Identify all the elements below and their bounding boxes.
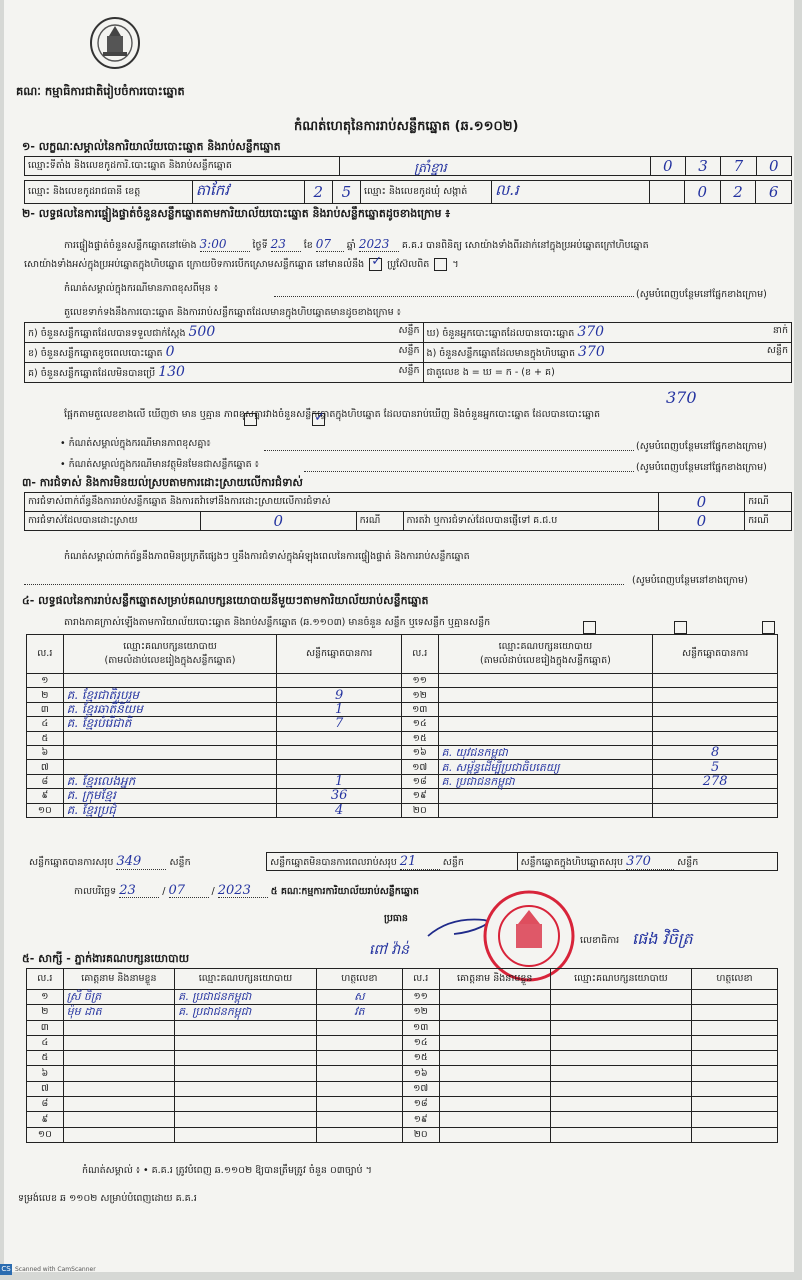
bullet1-suffix: (សូមបំពេញបន្ថែមនៅផ្នែកខាងក្រោម) bbox=[636, 441, 767, 452]
witness-signature bbox=[316, 1081, 402, 1096]
witness-party bbox=[175, 1035, 317, 1050]
witness-party bbox=[175, 1081, 317, 1096]
objection-row2-unit: ករណី bbox=[356, 512, 403, 531]
witness-signature-right bbox=[691, 1127, 777, 1142]
witness-no: ១០ bbox=[27, 1127, 64, 1142]
witness-col-party-right: ឈ្មោះគណបក្សនយោបាយ bbox=[550, 969, 691, 990]
witness-table bbox=[26, 968, 778, 1143]
result-party-right bbox=[438, 789, 653, 803]
result-no: ៦ bbox=[27, 745, 64, 759]
witness-signature: ស bbox=[316, 990, 402, 1005]
result-party-right bbox=[438, 731, 653, 745]
objection-note: កំណត់សម្គាល់ពាក់ព័ន្ធនឹងភាពមិនប្រក្រតីផ្សេងៗ ឬនឹងការជំទាស់ក្នុងអំឡុងពេលនៃការផ្ទៀងផ្ទាត់ និងការរាប់សន្លឹកឆ្នោត bbox=[64, 551, 470, 562]
witness-signature-right bbox=[691, 990, 777, 1005]
witness-signature bbox=[316, 1020, 402, 1035]
result-votes: 36 bbox=[277, 789, 402, 803]
result-party: គ. ខ្មែរឆាតិនិយម bbox=[63, 702, 277, 716]
result-votes: 7 bbox=[277, 717, 402, 731]
result-votes-right bbox=[653, 789, 778, 803]
result-party-right bbox=[438, 702, 653, 716]
witness-name-right bbox=[439, 1081, 550, 1096]
secretary-label: លេខាធិការ bbox=[580, 935, 620, 946]
discrepancy-check-line: ផ្អែកតាមតួលេខខាងលើ ឃើញថា មាន ឬគ្មាន ភាពខុសគ្នារវាងចំនួនសន្លឹកឆ្នោតក្នុងហិបឆ្នោត ដែលបានរាប់ឃើញ និងចំនួនអ្នកបោះឆ្នោត ដែលបានបោះឆ្នោត bbox=[64, 409, 601, 420]
result-votes-right bbox=[653, 717, 778, 731]
witness-col-party: ឈ្មោះគណបក្សនយោបាយ bbox=[175, 969, 317, 990]
result-votes bbox=[277, 745, 402, 759]
witness-row bbox=[27, 990, 778, 1005]
result-no-right: ១៩ bbox=[401, 789, 438, 803]
results-col-no: ល.រ bbox=[27, 635, 64, 674]
office-code-3: 7 bbox=[721, 157, 756, 176]
results-row bbox=[27, 760, 778, 774]
province-name: តាកែវ bbox=[192, 181, 304, 204]
witness-signature-right bbox=[691, 1035, 777, 1050]
form-footer: ទម្រង់លេខ ឆ ១១០២ សម្រាប់បំពេញដោយ គ.គ.រ bbox=[18, 1193, 197, 1204]
witness-party bbox=[175, 1066, 317, 1081]
witness-party bbox=[175, 1020, 317, 1035]
witness-name bbox=[63, 1097, 174, 1112]
section5-title: ៥- សាក្សី - ភ្នាក់ងារគណបក្សនយោបាយ bbox=[22, 952, 190, 965]
form-title: កំណត់ហេតុនៃការរាប់សន្លឹកឆ្នោត (ឆ.១១០២) bbox=[294, 119, 519, 134]
ballot-count-table: ក) ចំនួនសន្លឹកឆ្នោតដែលបានទទួលជាក់ស្តែង 500 សន្លឹក ឃ) ចំនួនអ្នកបោះឆ្នោតដែលបានបោះឆ្នោត 370 នាក់ ខ) ចំនួនសន្លឹកឆ្នោតខូចពេលបោះឆ្នោត 0 សន្លឹក ង) ចំនួនសន្លឹកឆ្នោតដែលមានក្នុងហិបឆ្នោត 370 សន្លឹក គ) ចំនួនសន្លឹកឆ្នោតដែលមិនបានប្រើ 130 សន្លឹក ជាតួលេខ ង = ឃ = ក - (ខ + គ) bbox=[24, 322, 792, 383]
witness-party bbox=[175, 1127, 317, 1142]
result-no-right: ១៤ bbox=[401, 717, 438, 731]
row-f-value: 370 bbox=[666, 388, 697, 407]
row-a-label: ក) ចំនួនសន្លឹកឆ្នោតដែលបានទទួលជាក់ស្តែង bbox=[28, 328, 186, 339]
result-party-right: គ. យុវជនកម្ពុជា bbox=[438, 745, 653, 759]
result-no-right: ១៥ bbox=[401, 731, 438, 745]
annex-none-sheets-checkbox[interactable] bbox=[674, 621, 687, 634]
witness-party-right bbox=[550, 1066, 691, 1081]
result-no-right: ១២ bbox=[401, 688, 438, 702]
objection-row1-label: ការជំទាស់ពាក់ព័ន្ធនឹងការរាប់សន្លឹកឆ្នោត និងការតវ៉ាទៅនឹងការដោះស្រាយលើការជំទាស់ bbox=[25, 493, 659, 512]
witness-name bbox=[63, 1127, 174, 1142]
results-col-party-right: ឈ្មោះគណបក្សនយោបាយ (តាមលំដាប់លេខរៀងក្នុងសន្លឹកឆ្នោត) bbox=[438, 635, 653, 674]
note1-line bbox=[274, 296, 634, 297]
result-party: គ. ខ្មែរលេងអ្នក bbox=[63, 774, 277, 788]
witness-row bbox=[27, 1035, 778, 1050]
witness-signature-right bbox=[691, 1020, 777, 1035]
result-votes-right bbox=[653, 702, 778, 716]
result-votes-right: 278 bbox=[653, 774, 778, 788]
row-e-label: ង) ចំនួនសន្លឹកឆ្នោតដែលមានក្នុងហិបឆ្នោត bbox=[426, 348, 575, 359]
section2-title: ២- លទ្ធផលនៃការផ្ទៀងផ្ទាត់ចំនួនសន្លឹកឆ្នោតតាមការិយាល័យបោះឆ្នោត និងរាប់សន្លឹកឆ្នោតដូចខាងក្រោម ៖ bbox=[22, 207, 451, 220]
witness-name-right bbox=[439, 1020, 550, 1035]
commune-handwriting: ត្រាំខ្នារ bbox=[414, 161, 447, 176]
result-votes: 4 bbox=[277, 803, 402, 817]
witness-party-right bbox=[550, 990, 691, 1005]
witness-col-no: ល.រ bbox=[27, 969, 64, 990]
witness-name bbox=[63, 1020, 174, 1035]
witness-row bbox=[27, 1051, 778, 1066]
result-votes bbox=[277, 760, 402, 774]
witness-no: ៣ bbox=[27, 1020, 64, 1035]
result-no: ១០ bbox=[27, 803, 64, 817]
witness-row bbox=[27, 1112, 778, 1127]
objection-row2-label: ការជំទាស់ដែលបានដោះស្រាយ bbox=[25, 512, 201, 531]
witness-col-sign-right: ហត្ថលេខា bbox=[691, 969, 777, 990]
result-no-right: ១៦ bbox=[401, 745, 438, 759]
witness-name bbox=[63, 1066, 174, 1081]
witness-party-right bbox=[550, 1005, 691, 1020]
witness-name bbox=[63, 1051, 174, 1066]
footnote: កំណត់សម្គាល់ ៖ • គ.គ.រ ត្រូវបំពេញ ឆ.១១០២ ឱ្យបានត្រឹមត្រូវ ចំនួន ០៣ច្បាប់ ។ bbox=[82, 1165, 372, 1176]
witness-row bbox=[27, 1005, 778, 1020]
witness-party-right bbox=[550, 1081, 691, 1096]
witness-name bbox=[63, 1081, 174, 1096]
witness-signature bbox=[316, 1112, 402, 1127]
result-party-right bbox=[438, 674, 653, 688]
witness-no-right: ២០ bbox=[402, 1127, 439, 1142]
results-row bbox=[27, 688, 778, 702]
results-col-votes-right: សន្លឹកឆ្នោតបានការ bbox=[653, 635, 778, 674]
objection-row2b-label: ការតវ៉ា ឬការជំទាស់ដែលបានផ្ញើទៅ គ.ជ.ប bbox=[403, 512, 658, 531]
commune-code-2: 2 bbox=[720, 181, 756, 204]
results-row bbox=[27, 789, 778, 803]
witness-signature bbox=[316, 1066, 402, 1081]
witness-no-right: ១២ bbox=[402, 1005, 439, 1020]
witness-party-right bbox=[550, 1051, 691, 1066]
witness-row bbox=[27, 1066, 778, 1081]
result-votes-right: 5 bbox=[653, 760, 778, 774]
witness-no-right: ១៥ bbox=[402, 1051, 439, 1066]
objection-row1-value: 0 bbox=[658, 493, 744, 512]
seal-intact-checkbox[interactable] bbox=[369, 258, 382, 271]
result-no-right: ១១ bbox=[401, 674, 438, 688]
result-votes-right bbox=[653, 803, 778, 817]
clerk-name: ពៅ វ៉ាន់ bbox=[369, 942, 409, 958]
signing-date-line: កាលបរិច្ឆេទ 23 / 07 / 2023 ៥ គណៈកម្មការការិយាល័យរាប់សន្លឹកឆ្នោត bbox=[74, 883, 419, 898]
total-box-label: សន្លឹកឆ្នោតក្នុងហិបឆ្នោតសរុប bbox=[520, 856, 624, 868]
result-no: ៩ bbox=[27, 789, 64, 803]
bullet2-suffix: (សូមបំពេញបន្ថែមនៅផ្នែកខាងក្រោម) bbox=[636, 462, 767, 473]
table-intro: តួលេខទាក់ទងនឹងការបោះឆ្នោត និងការរាប់សន្លឹកឆ្នោតដែលមានក្នុងហិបឆ្នោតមានដូចខាងក្រោម ៖ bbox=[64, 307, 401, 318]
result-party-right: គ. ប្រជាជនកម្ពុជា bbox=[438, 774, 653, 788]
row-c-value: 130 bbox=[158, 364, 185, 380]
total-valid-value: 349 bbox=[116, 854, 166, 870]
note1-label: កំណត់សម្គាល់ក្នុងករណីមានភាពខុសពីមុន ៖ bbox=[64, 283, 219, 294]
witness-no-right: ១១ bbox=[402, 990, 439, 1005]
witness-signature-right bbox=[691, 1112, 777, 1127]
office-code-4: 0 bbox=[756, 157, 791, 176]
witness-row bbox=[27, 1097, 778, 1112]
witness-col-name: គោត្តនាម និងនាមខ្លួន bbox=[63, 969, 174, 990]
bullet2: • កំណត់សម្គាល់ក្នុងករណីមានវត្ថុមិនមែនជាសន្លឹកឆ្នោត ៖ bbox=[60, 459, 259, 470]
results-row bbox=[27, 803, 778, 817]
objection-note-line bbox=[24, 584, 624, 585]
annex-sheets-checkbox[interactable] bbox=[583, 621, 596, 634]
result-party-right: គ. សម្ព័ន្ធដើម្បីប្រជាធិបតេយ្យ bbox=[438, 760, 653, 774]
result-no: ១ bbox=[27, 674, 64, 688]
annex-no-sheet-checkbox[interactable] bbox=[762, 621, 775, 634]
office-code-1: 0 bbox=[650, 157, 685, 176]
witness-signature bbox=[316, 1127, 402, 1142]
province-code-2: 5 bbox=[332, 181, 360, 204]
results-col-party: ឈ្មោះគណបក្សនយោបាយ (តាមលំដាប់លេខរៀងក្នុងសន្លឹកឆ្នោត) bbox=[63, 635, 277, 674]
result-no: ៨ bbox=[27, 774, 64, 788]
witness-no: ៤ bbox=[27, 1035, 64, 1050]
objection-row2-value: 0 bbox=[200, 512, 356, 531]
seal-broken-checkbox[interactable] bbox=[434, 258, 447, 271]
objection-row1-unit: ករណី bbox=[745, 493, 792, 512]
witness-party-right bbox=[550, 1112, 691, 1127]
witness-no-right: ១៣ bbox=[402, 1020, 439, 1035]
witness-col-name-right: គោត្តនាម និងនាមខ្លួន bbox=[439, 969, 550, 990]
witness-no: ៧ bbox=[27, 1081, 64, 1096]
total-invalid-value: 21 bbox=[400, 854, 440, 870]
witness-name-right bbox=[439, 990, 550, 1005]
row-a-value: 500 bbox=[188, 324, 216, 340]
note1-suffix: (សូមបំពេញបន្ថែមនៅផ្នែកខាងក្រោម) bbox=[636, 289, 767, 300]
witness-signature: វត bbox=[316, 1005, 402, 1020]
result-no: ៥ bbox=[27, 731, 64, 745]
result-votes: 1 bbox=[277, 774, 402, 788]
witness-party: គ. ប្រជាជនកម្ពុជា bbox=[175, 1005, 317, 1020]
result-votes bbox=[277, 731, 402, 745]
result-party: គ. ក្រុមខ្មែរ bbox=[63, 789, 277, 803]
office-code-2: 3 bbox=[685, 157, 720, 176]
row-e-value: 370 bbox=[578, 344, 605, 360]
result-party: គ. ខ្មែរជាតិរួបរួម bbox=[63, 688, 277, 702]
witness-name bbox=[63, 1112, 174, 1127]
camscanner-text: Scanned with CamScanner bbox=[15, 1265, 96, 1273]
result-no: ៤ bbox=[27, 717, 64, 731]
result-party bbox=[63, 731, 277, 745]
result-no-right: ២០ bbox=[401, 803, 438, 817]
result-no: ២ bbox=[27, 688, 64, 702]
result-no: ៧ bbox=[27, 760, 64, 774]
witness-party-right bbox=[550, 1020, 691, 1035]
commune-code-3: 6 bbox=[756, 181, 792, 204]
result-votes bbox=[277, 674, 402, 688]
commune-label: ឈ្មោះ និងលេខកូដឃុំ សង្កាត់ bbox=[361, 181, 492, 204]
discrepancy-yes-checkbox[interactable] bbox=[244, 413, 257, 426]
results-col-no-right: ល.រ bbox=[401, 635, 438, 674]
result-party bbox=[63, 760, 277, 774]
province-code-1: 2 bbox=[304, 181, 332, 204]
witness-name-right bbox=[439, 1127, 550, 1142]
result-no: ៣ bbox=[27, 702, 64, 716]
results-row bbox=[27, 674, 778, 688]
result-party bbox=[63, 745, 277, 759]
witness-signature-right bbox=[691, 1081, 777, 1096]
row-b-label: ខ) ចំនួនសន្លឹកឆ្នោតខូចពេលបោះឆ្នោត bbox=[28, 348, 163, 359]
result-votes-right: 8 bbox=[653, 745, 778, 759]
committee-name: គណៈ កម្មាធិការជាតិរៀបចំការបោះឆ្នោត bbox=[16, 84, 185, 98]
witness-signature bbox=[316, 1035, 402, 1050]
row-b-value: 0 bbox=[165, 344, 175, 360]
witness-party-right bbox=[550, 1127, 691, 1142]
president-label: ប្រធាន bbox=[384, 913, 408, 924]
result-party-right bbox=[438, 688, 653, 702]
bullet1: • កំណត់សម្គាល់ក្នុងករណីមានភាពខុសគ្នា៖ bbox=[60, 438, 211, 449]
results-row bbox=[27, 702, 778, 716]
witness-signature-right bbox=[691, 1005, 777, 1020]
commune-code-1: 0 bbox=[685, 181, 721, 204]
section1-table bbox=[24, 156, 792, 176]
result-party: គ. ខ្មែរបំរើជាតិ bbox=[63, 717, 277, 731]
result-no-right: ១៨ bbox=[401, 774, 438, 788]
section4-title: ៤- លទ្ធផលនៃការរាប់សន្លឹកឆ្នោតសម្រាប់គណបក្សនយោបាយនីមួយៗតាមការិយាល័យរាប់សន្លឹកឆ្នោត bbox=[22, 594, 429, 607]
row-f-label: ជាតួលេខ ង = ឃ = ក - (ខ + គ) bbox=[426, 366, 555, 378]
results-row bbox=[27, 717, 778, 731]
discrepancy-no-checkbox[interactable] bbox=[312, 413, 325, 426]
witness-no-right: ១៩ bbox=[402, 1112, 439, 1127]
objection-row2b-value: 0 bbox=[658, 512, 744, 531]
result-party-right bbox=[438, 717, 653, 731]
witness-name-right bbox=[439, 1097, 550, 1112]
objection-table bbox=[24, 492, 792, 531]
witness-party: គ. ប្រជាជនកម្ពុជា bbox=[175, 990, 317, 1005]
section4-intro: តារាងភាគក្រាស់ឡើងតាមការិយាល័យបោះឆ្នោត និងរាប់សន្លឹកឆ្នោត (ឆ.១១០៣) មានចំនួន សន្លឹក ឬទេសន្លឹក ឬគ្មានសន្លឹក bbox=[64, 617, 491, 628]
results-row bbox=[27, 745, 778, 759]
result-votes: 9 bbox=[277, 688, 402, 702]
seal-check-line: សោយ៉ាងទាំងអស់ក្នុងប្រអប់ឆ្នោតក្នុងហិបឆ្នោត ក្រោយបិទការបើកស្រោមសន្លឹកឆ្នោត នៅមានលំនឹង ✓ ប្រូស៊ែលពិត ។ bbox=[24, 258, 459, 271]
witness-party bbox=[175, 1051, 317, 1066]
objection-note-suffix: (សូមបំពេញបន្ថែមនៅខាងក្រោម) bbox=[632, 575, 748, 586]
commune-name: ល.រ bbox=[492, 181, 650, 204]
total-invalid-label: សន្លឹកឆ្នោតមិនបានការពេលរាប់សរុប bbox=[270, 856, 397, 868]
witness-name-right bbox=[439, 1035, 550, 1050]
result-no-right: ១៣ bbox=[401, 702, 438, 716]
section1-title: ១- លក្ខណៈសម្គាល់នៃការិយាល័យបោះឆ្នោត និងរាប់សន្លឹកឆ្នោត bbox=[22, 140, 281, 153]
witness-name-right bbox=[439, 1112, 550, 1127]
section1-row2 bbox=[24, 180, 792, 204]
witness-name-right bbox=[439, 1051, 550, 1066]
result-votes-right bbox=[653, 674, 778, 688]
document-page bbox=[4, 0, 794, 1272]
objection-row2b-unit: ករណី bbox=[745, 512, 792, 531]
witness-row bbox=[27, 1020, 778, 1035]
witness-no: ៩ bbox=[27, 1112, 64, 1127]
verification-time-line: ការផ្ទៀងផ្ទាត់ចំនួនសន្លឹកឆ្នោតនៅម៉ោង 3:00 ថ្ងៃទី 23 ខែ 07 ឆ្នាំ 2023 គ.គ.រ បានពិនិត្យ សោយ៉ាងទាំងពីរដាក់នៅក្នុងប្រអប់ឆ្នោតក្រៅហិបឆ្នោត bbox=[64, 237, 649, 251]
bullet2-line bbox=[304, 471, 634, 472]
results-totals: សន្លឹកឆ្នោតបានការសរុប 349 សន្លឹក សន្លឹកឆ្នោតមិនបានការពេលរាប់សរុប 21 សន្លឹក សន្លឹកឆ្នោតក្នុងហិបឆ្នោតសរុប 370 សន្លឹក bbox=[26, 852, 778, 871]
camscanner-badge: CS bbox=[1, 1264, 11, 1273]
witness-party bbox=[175, 1112, 317, 1127]
result-party bbox=[63, 674, 277, 688]
witness-party-right bbox=[550, 1097, 691, 1112]
witness-signature-right bbox=[691, 1097, 777, 1112]
secretary-name: ផេង វិចិត្រ bbox=[632, 929, 693, 948]
witness-signature bbox=[316, 1097, 402, 1112]
result-votes-right bbox=[653, 731, 778, 745]
total-valid-label: សន្លឹកឆ្នោតបានការសរុប bbox=[29, 856, 114, 868]
witness-name: ស្រី ចិត្រ bbox=[63, 990, 174, 1005]
results-table bbox=[26, 634, 778, 818]
section3-title: ៣- ការជំទាស់ និងការមិនយល់ស្របតាមការដោះស្រាយលើការជំទាស់ bbox=[22, 476, 303, 489]
nec-emblem-icon bbox=[89, 14, 141, 70]
result-party-right bbox=[438, 803, 653, 817]
scanner-watermark bbox=[0, 1262, 96, 1276]
result-votes: 1 bbox=[277, 702, 402, 716]
witness-col-no-right: ល.រ bbox=[402, 969, 439, 990]
witness-signature-right bbox=[691, 1066, 777, 1081]
witness-col-sign: ហត្ថលេខា bbox=[316, 969, 402, 990]
witness-row bbox=[27, 1127, 778, 1142]
results-row bbox=[27, 731, 778, 745]
result-no-right: ១៧ bbox=[401, 760, 438, 774]
witness-signature bbox=[316, 1051, 402, 1066]
witness-no-right: ១៤ bbox=[402, 1035, 439, 1050]
witness-name: ម៉ុម ដាត bbox=[63, 1005, 174, 1020]
witness-name-right bbox=[439, 1005, 550, 1020]
witness-row bbox=[27, 1081, 778, 1096]
witness-signature-right bbox=[691, 1051, 777, 1066]
witness-no: ៨ bbox=[27, 1097, 64, 1112]
results-col-votes: សន្លឹកឆ្នោតបានការ bbox=[277, 635, 402, 674]
row-d-value: 370 bbox=[577, 324, 605, 340]
province-label: ឈ្មោះ និងលេខកូដរាជធានី ខេត្ត bbox=[25, 181, 193, 204]
witness-no: ៥ bbox=[27, 1051, 64, 1066]
witness-name-right bbox=[439, 1066, 550, 1081]
row-d-label: ឃ) ចំនួនអ្នកបោះឆ្នោតដែលបានបោះឆ្នោត bbox=[426, 328, 575, 339]
office-name-label: ឈ្មោះទីតាំង និងលេខកូដការិ.បោះឆ្នោត និងរាប់សន្លឹកឆ្នោត bbox=[25, 157, 340, 176]
result-votes-right bbox=[653, 688, 778, 702]
results-row bbox=[27, 774, 778, 788]
bullet1-line bbox=[264, 450, 634, 451]
row-c-label: គ) ចំនួនសន្លឹកឆ្នោតដែលមិនបានប្រើ bbox=[28, 368, 156, 379]
witness-party bbox=[175, 1097, 317, 1112]
witness-no-right: ១៦ bbox=[402, 1066, 439, 1081]
witness-no-right: ១៧ bbox=[402, 1081, 439, 1096]
witness-no: ២ bbox=[27, 1005, 64, 1020]
total-box-value: 370 bbox=[626, 854, 674, 870]
witness-party-right bbox=[550, 1035, 691, 1050]
result-party: គ. ខ្មែរប្រជុំ bbox=[63, 803, 277, 817]
witness-no: ១ bbox=[27, 990, 64, 1005]
witness-no-right: ១៨ bbox=[402, 1097, 439, 1112]
witness-name bbox=[63, 1035, 174, 1050]
witness-no: ៦ bbox=[27, 1066, 64, 1081]
